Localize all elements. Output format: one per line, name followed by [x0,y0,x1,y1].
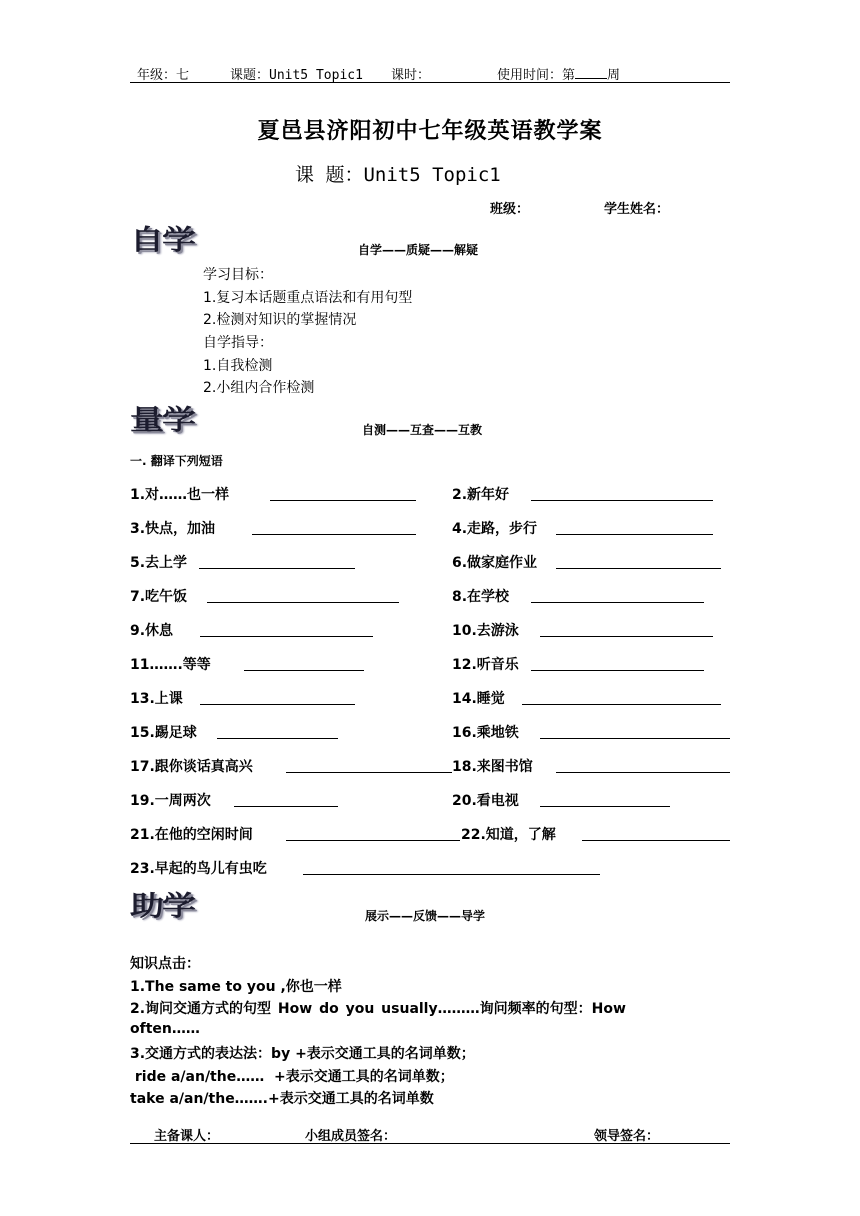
objective-line: 2.小组内合作检测 [203,380,315,396]
exercise-item: 3.快点，加油 [130,521,216,537]
exercise-item: 22.知道，了解 [461,827,556,843]
class-label: 班级： [490,202,530,217]
exercise-item: 12.听音乐 [452,657,519,673]
answer-blank[interactable] [270,486,416,501]
exercise-item: 17.跟你谈话真高兴 [130,759,253,775]
banner-liangxue: 量学 [130,404,194,437]
knowledge-line: 1.The same to you ,你也一样 [130,979,342,995]
banner-zixue: 自学 [130,224,194,257]
exercise-item: 21.在他的空闲时间 [130,827,253,843]
objective-line: 学习目标： [203,267,273,283]
knowledge-line: 知识点击： [130,956,200,972]
week-blank [575,66,607,79]
knowledge-line: ride a/an/the…… +表示交通工具的名词单数； [130,1069,454,1085]
objective-line: 1.自我检测 [203,358,273,374]
answer-blank[interactable] [303,860,600,875]
answer-blank[interactable] [199,554,355,569]
objective-line: 1.复习本话题重点语法和有用句型 [203,290,413,306]
answer-blank[interactable] [531,656,704,671]
exercise-item: 9.休息 [130,623,174,639]
answer-blank[interactable] [556,554,721,569]
exercise-item: 18.来图书馆 [452,759,533,775]
exercise-item: 7.吃午饭 [130,589,188,605]
footer-leader: 领导签名： [594,1129,660,1144]
answer-blank[interactable] [252,520,416,535]
exercise-item: 6.做家庭作业 [452,555,538,571]
knowledge-line: 2.询问交通方式的句型 How do you usually………询问频率的句型：How [130,1001,626,1017]
exercise-item: 13.上课 [130,691,183,707]
footer-preparer: 主备课人： [154,1129,220,1144]
exercise-item: 23.早起的鸟儿有虫吃 [130,861,267,877]
answer-blank[interactable] [207,588,399,603]
subhead-liangxue: 自测——互查——互教 [362,423,483,437]
exercise-item: 11…….等等 [130,657,211,673]
exercise-item: 4.走路，步行 [452,521,538,537]
header-usage-time [497,64,620,83]
answer-blank[interactable] [244,656,364,671]
answer-blank[interactable] [531,486,713,501]
header-rule [130,82,730,83]
knowledge-line: take a/an/the…….+表示交通工具的名词单数 [130,1091,434,1107]
answer-blank[interactable] [540,622,713,637]
answer-blank[interactable] [200,622,373,637]
exercise-item: 19.一周两次 [130,793,211,809]
knowledge-line: often…… [130,1021,200,1037]
answer-blank[interactable] [522,690,721,705]
exercise-item: 20.看电视 [452,793,519,809]
header-grade: 年级：七 [137,68,190,83]
header-topic: 课题：Unit5 Topic1 [230,68,363,83]
answer-blank[interactable] [286,826,460,841]
subhead-zixue: 自学——质疑——解疑 [358,243,479,257]
answer-blank[interactable] [556,758,730,773]
page-subtitle: 课 题：Unit5 Topic1 [295,164,501,186]
exercise-item: 2.新年好 [452,487,510,503]
answer-blank[interactable] [531,588,704,603]
answer-blank[interactable] [217,724,338,739]
footer-members: 小组成员签名： [305,1129,397,1144]
exercise-heading: 一. 翻译下列短语 [130,454,223,468]
exercise-item: 15.踢足球 [130,725,197,741]
exercise-item: 1.对……也一样 [130,487,230,503]
header-period: 课时： [391,68,431,83]
exercise-item: 14.睡觉 [452,691,505,707]
page-title: 夏邑县济阳初中七年级英语教学案 [257,119,603,144]
objective-line: 2.检测对知识的掌握情况 [203,312,357,328]
exercise-item: 5.去上学 [130,555,188,571]
banner-zhuxue: 助学 [130,890,194,923]
exercise-item: 16.乘地铁 [452,725,519,741]
answer-blank[interactable] [540,724,730,739]
exercise-item: 10.去游泳 [452,623,519,639]
answer-blank[interactable] [556,520,713,535]
objective-line: 自学指导： [203,335,273,351]
exercise-item: 8.在学校 [452,589,510,605]
knowledge-line: 3.交通方式的表达法：by +表示交通工具的名词单数； [130,1046,475,1062]
answer-blank[interactable] [286,758,452,773]
usage-suffix: 周 [607,68,621,83]
usage-prefix: 使用时间：第 [497,68,576,83]
answer-blank[interactable] [200,690,355,705]
footer-rule [130,1143,730,1144]
answer-blank[interactable] [582,826,730,841]
subhead-zhuxue: 展示——反馈——导学 [365,909,486,923]
student-name-label: 学生姓名： [604,202,670,217]
answer-blank[interactable] [234,792,338,807]
answer-blank[interactable] [540,792,670,807]
